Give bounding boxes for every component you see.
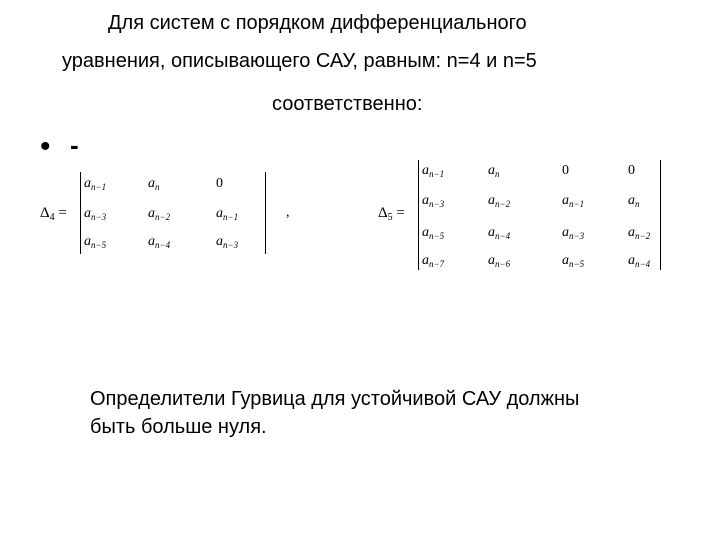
delta5-cell-r1-c1: $a_{n-1}$ <box>422 163 445 179</box>
delta5-subscript: 5 <box>387 212 393 223</box>
delta5-cell-r4-c3: $a_{n-5}$ <box>562 253 585 269</box>
delta5-equals: = <box>392 205 405 221</box>
hurwitz-note <box>90 385 710 441</box>
title-line-3: соответственно: <box>272 93 423 115</box>
delta4-right-bar <box>265 172 266 254</box>
separator-comma: , <box>286 205 290 220</box>
delta5-cell-r1-c2: $a_n$ <box>488 163 500 179</box>
delta4-cell-r2-c3: $a_{n-1}$ <box>216 206 239 222</box>
title-line-2: уравнения, описывающего САУ, равным: n=4 и n=5 <box>62 50 537 72</box>
delta4-equals: = <box>54 205 67 221</box>
delta5-cell-r2-c2: $a_{n-2}$ <box>488 193 511 209</box>
delta4-cell-r3-c2: $a_{n-4}$ <box>148 234 171 250</box>
delta4-cell-r1-c1: $a_{n-1}$ <box>84 176 107 192</box>
delta4-cell-r2-c2: $a_{n-2}$ <box>148 206 171 222</box>
delta5-cell-r1-c3: 0 <box>562 163 569 178</box>
delta5-cell-r4-c1: $a_{n-7}$ <box>422 253 445 269</box>
delta4-cell-r3-c3: $a_{n-3}$ <box>216 234 239 250</box>
delta4-cell-r2-c1: $a_{n-3}$ <box>84 206 107 222</box>
delta5-cell-r3-c2: $a_{n-4}$ <box>488 225 511 241</box>
delta4-subscript: 4 <box>49 212 55 223</box>
delta5-cell-r1-c4: 0 <box>628 163 635 178</box>
delta5-label <box>378 205 405 223</box>
delta4-symbol: Δ <box>40 205 50 221</box>
title-line-1: Для систем с порядком дифференциального <box>108 12 527 34</box>
delta5-right-bar <box>660 160 661 270</box>
bullet-dash: - <box>70 130 79 160</box>
delta4-left-bar <box>80 172 81 254</box>
delta5-left-bar <box>418 160 419 270</box>
delta5-cell-r2-c1: $a_{n-3}$ <box>422 193 445 209</box>
delta4-label <box>40 205 67 223</box>
delta5-cell-r3-c3: $a_{n-3}$ <box>562 225 585 241</box>
delta5-cell-r2-c3: $a_{n-1}$ <box>562 193 585 209</box>
delta5-cell-r3-c1: $a_{n-5}$ <box>422 225 445 241</box>
delta4-cell-r3-c1: $a_{n-5}$ <box>84 234 107 250</box>
hurwitz-note-line-2: быть больше нуля. <box>90 416 267 438</box>
delta4-cell-r1-c2: $a_n$ <box>148 176 160 192</box>
delta5-cell-r2-c4: $a_n$ <box>628 193 640 209</box>
bullet-marker: • <box>40 130 51 163</box>
delta5-cell-r4-c2: $a_{n-6}$ <box>488 253 511 269</box>
delta5-cell-r3-c4: $a_{n-2}$ <box>628 225 651 241</box>
hurwitz-note-line-1: Определители Гурвица для устойчивой САУ должны <box>90 388 580 410</box>
delta5-symbol: Δ <box>378 205 388 221</box>
delta5-cell-r4-c4: $a_{n-4}$ <box>628 253 651 269</box>
delta4-cell-r1-c3: 0 <box>216 176 223 191</box>
